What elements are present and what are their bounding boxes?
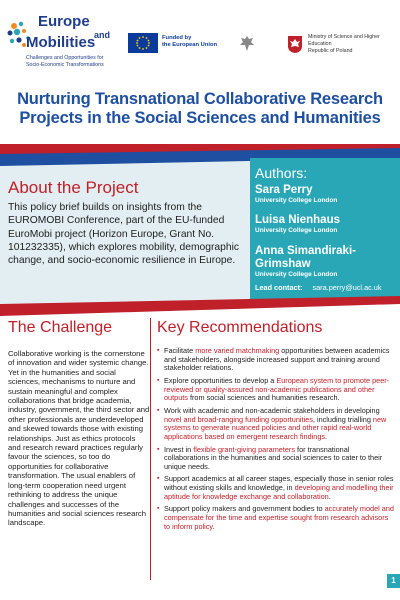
- author-affiliation: University College London: [255, 227, 338, 234]
- rec-highlight: accurately model and compensate for the time and expertise sought from research advisors to inform policy: [164, 504, 394, 531]
- logo-line1: Europe: [38, 13, 90, 30]
- funding-line2: the European Union: [162, 42, 218, 48]
- rec-text: .: [328, 491, 331, 501]
- title-line1: Nurturing Transnational Collaborative Research: [17, 90, 383, 108]
- eu-flag-icon: [128, 33, 158, 53]
- lead-contact-label: Lead contact:: [255, 283, 303, 292]
- rec-highlight: flexible grant-giving parameters: [193, 444, 296, 454]
- rec-text: Invest in: [164, 444, 194, 454]
- rec-highlight: developing and modelling their aptitude for knowledge exchange and collaboration: [164, 483, 394, 501]
- rec-text: Facilitate: [164, 346, 196, 355]
- recommendations-list: [157, 347, 395, 535]
- rec-text: Support academics at all career stages, especially those in senior roles without existing skills and knowledge, in: [164, 474, 394, 493]
- rec-highlight: more varied matchmaking: [195, 346, 280, 355]
- rec-text: .: [212, 521, 215, 531]
- logo-subtitle-1: Challenges and Opportunities for: [26, 55, 104, 61]
- page-number: 1: [387, 574, 400, 588]
- challenge-body: Collaborative working is the cornerstone of innovation and wider systemic change. Yet in the humanities and social sciences, mechanisms to nurture and sustain meaningful and complex collaborations that bridge academia, industry, government, the third sector and other professionals are underdeveloped and skewed towards those with existing relationships. Just as ethics protocols and research reward practices regularly favour the sciences, so too do opportunities for collaborative transformation. The usual enablers of long-term cooperation need urgent rethinking to address the unique challenges and successes of the humanities and social sciences research landscape.: [8, 349, 150, 528]
- logo-line2: Mobilities: [26, 34, 96, 51]
- challenge-heading: The Challenge: [8, 319, 113, 336]
- logo-subtitle-2: Socio-Economic Transformations: [26, 62, 104, 68]
- about-heading: About the Project: [8, 178, 139, 197]
- author-2: [255, 214, 340, 235]
- ministry-emblem-icon: [286, 34, 304, 54]
- rec-text: Support policy makers and government bodies to: [164, 504, 325, 514]
- funding-text: [162, 35, 217, 49]
- europe-mobilities-logo: [6, 12, 126, 72]
- rec-text: Explore opportunities to develop a: [164, 375, 277, 385]
- ministry-line1: Ministry of Science and Higher Education: [308, 34, 380, 47]
- eagle-emblem-icon: [238, 34, 256, 54]
- author-name: Sara Perry: [255, 184, 313, 196]
- author-name: Anna Simandiraki-Grimshaw: [255, 245, 356, 270]
- rec-text: , including trialling: [312, 414, 373, 424]
- rec-highlight: new systems to generate nuanced policies and other rapid real-world applications based on emergent research findings: [164, 414, 387, 441]
- recommendation-item: [157, 475, 395, 501]
- rec-highlight: novel and broad-ranging funding opportunities: [164, 414, 313, 424]
- lead-contact: [255, 283, 382, 292]
- author-3: [255, 245, 400, 279]
- author-name: Luisa Nienhaus: [255, 214, 340, 226]
- rec-text: Work with academic and non-academic stakeholders in developing: [164, 405, 380, 415]
- ministry-line2: Republic of Poland: [308, 48, 353, 54]
- recommendations-heading: Key Recommendations: [157, 319, 323, 336]
- funding-line1: Funded by: [162, 35, 192, 41]
- recommendation-item: [157, 505, 395, 531]
- page-title: [0, 90, 400, 128]
- title-line2: Projects in the Social Sciences and Humanities: [19, 109, 381, 127]
- rec-text: for transnational collaborations in the humanities and social sciences to cater to their unique needs.: [164, 444, 383, 471]
- rec-text: opportunities between academics and stakeholders, alongside increased support and training around stakeholder relations.: [164, 346, 390, 373]
- about-body: This policy brief builds on insights from the EUROMOBI Conference, part of the EU-funded EuroMobi project (Horizon Europe, Grant No. 101232335), which explores mobility, demographic change, and socio-economic resilience in Europe.: [8, 202, 240, 267]
- rec-highlight: European system to promote peer-reviewed or quality-assured non-academic publications and other outputs: [164, 375, 390, 403]
- recommendation-item: [157, 407, 395, 441]
- rec-text: .: [325, 431, 328, 441]
- author-affiliation: University College London: [255, 271, 338, 278]
- recommendation-item: [157, 446, 395, 472]
- logo-and: and: [94, 30, 111, 40]
- author-affiliation: University College London: [255, 197, 338, 204]
- author-1: [255, 184, 337, 205]
- header: [0, 0, 400, 80]
- lead-contact-email[interactable]: sara.perry@ucl.ac.uk: [312, 283, 382, 292]
- recommendation-item: [157, 347, 395, 373]
- rec-text: from social sciences and humanities research.: [187, 393, 340, 403]
- ministry-text: [308, 34, 400, 55]
- authors-heading: Authors:: [255, 165, 308, 181]
- recommendation-item: [157, 377, 395, 403]
- column-divider: [150, 318, 151, 580]
